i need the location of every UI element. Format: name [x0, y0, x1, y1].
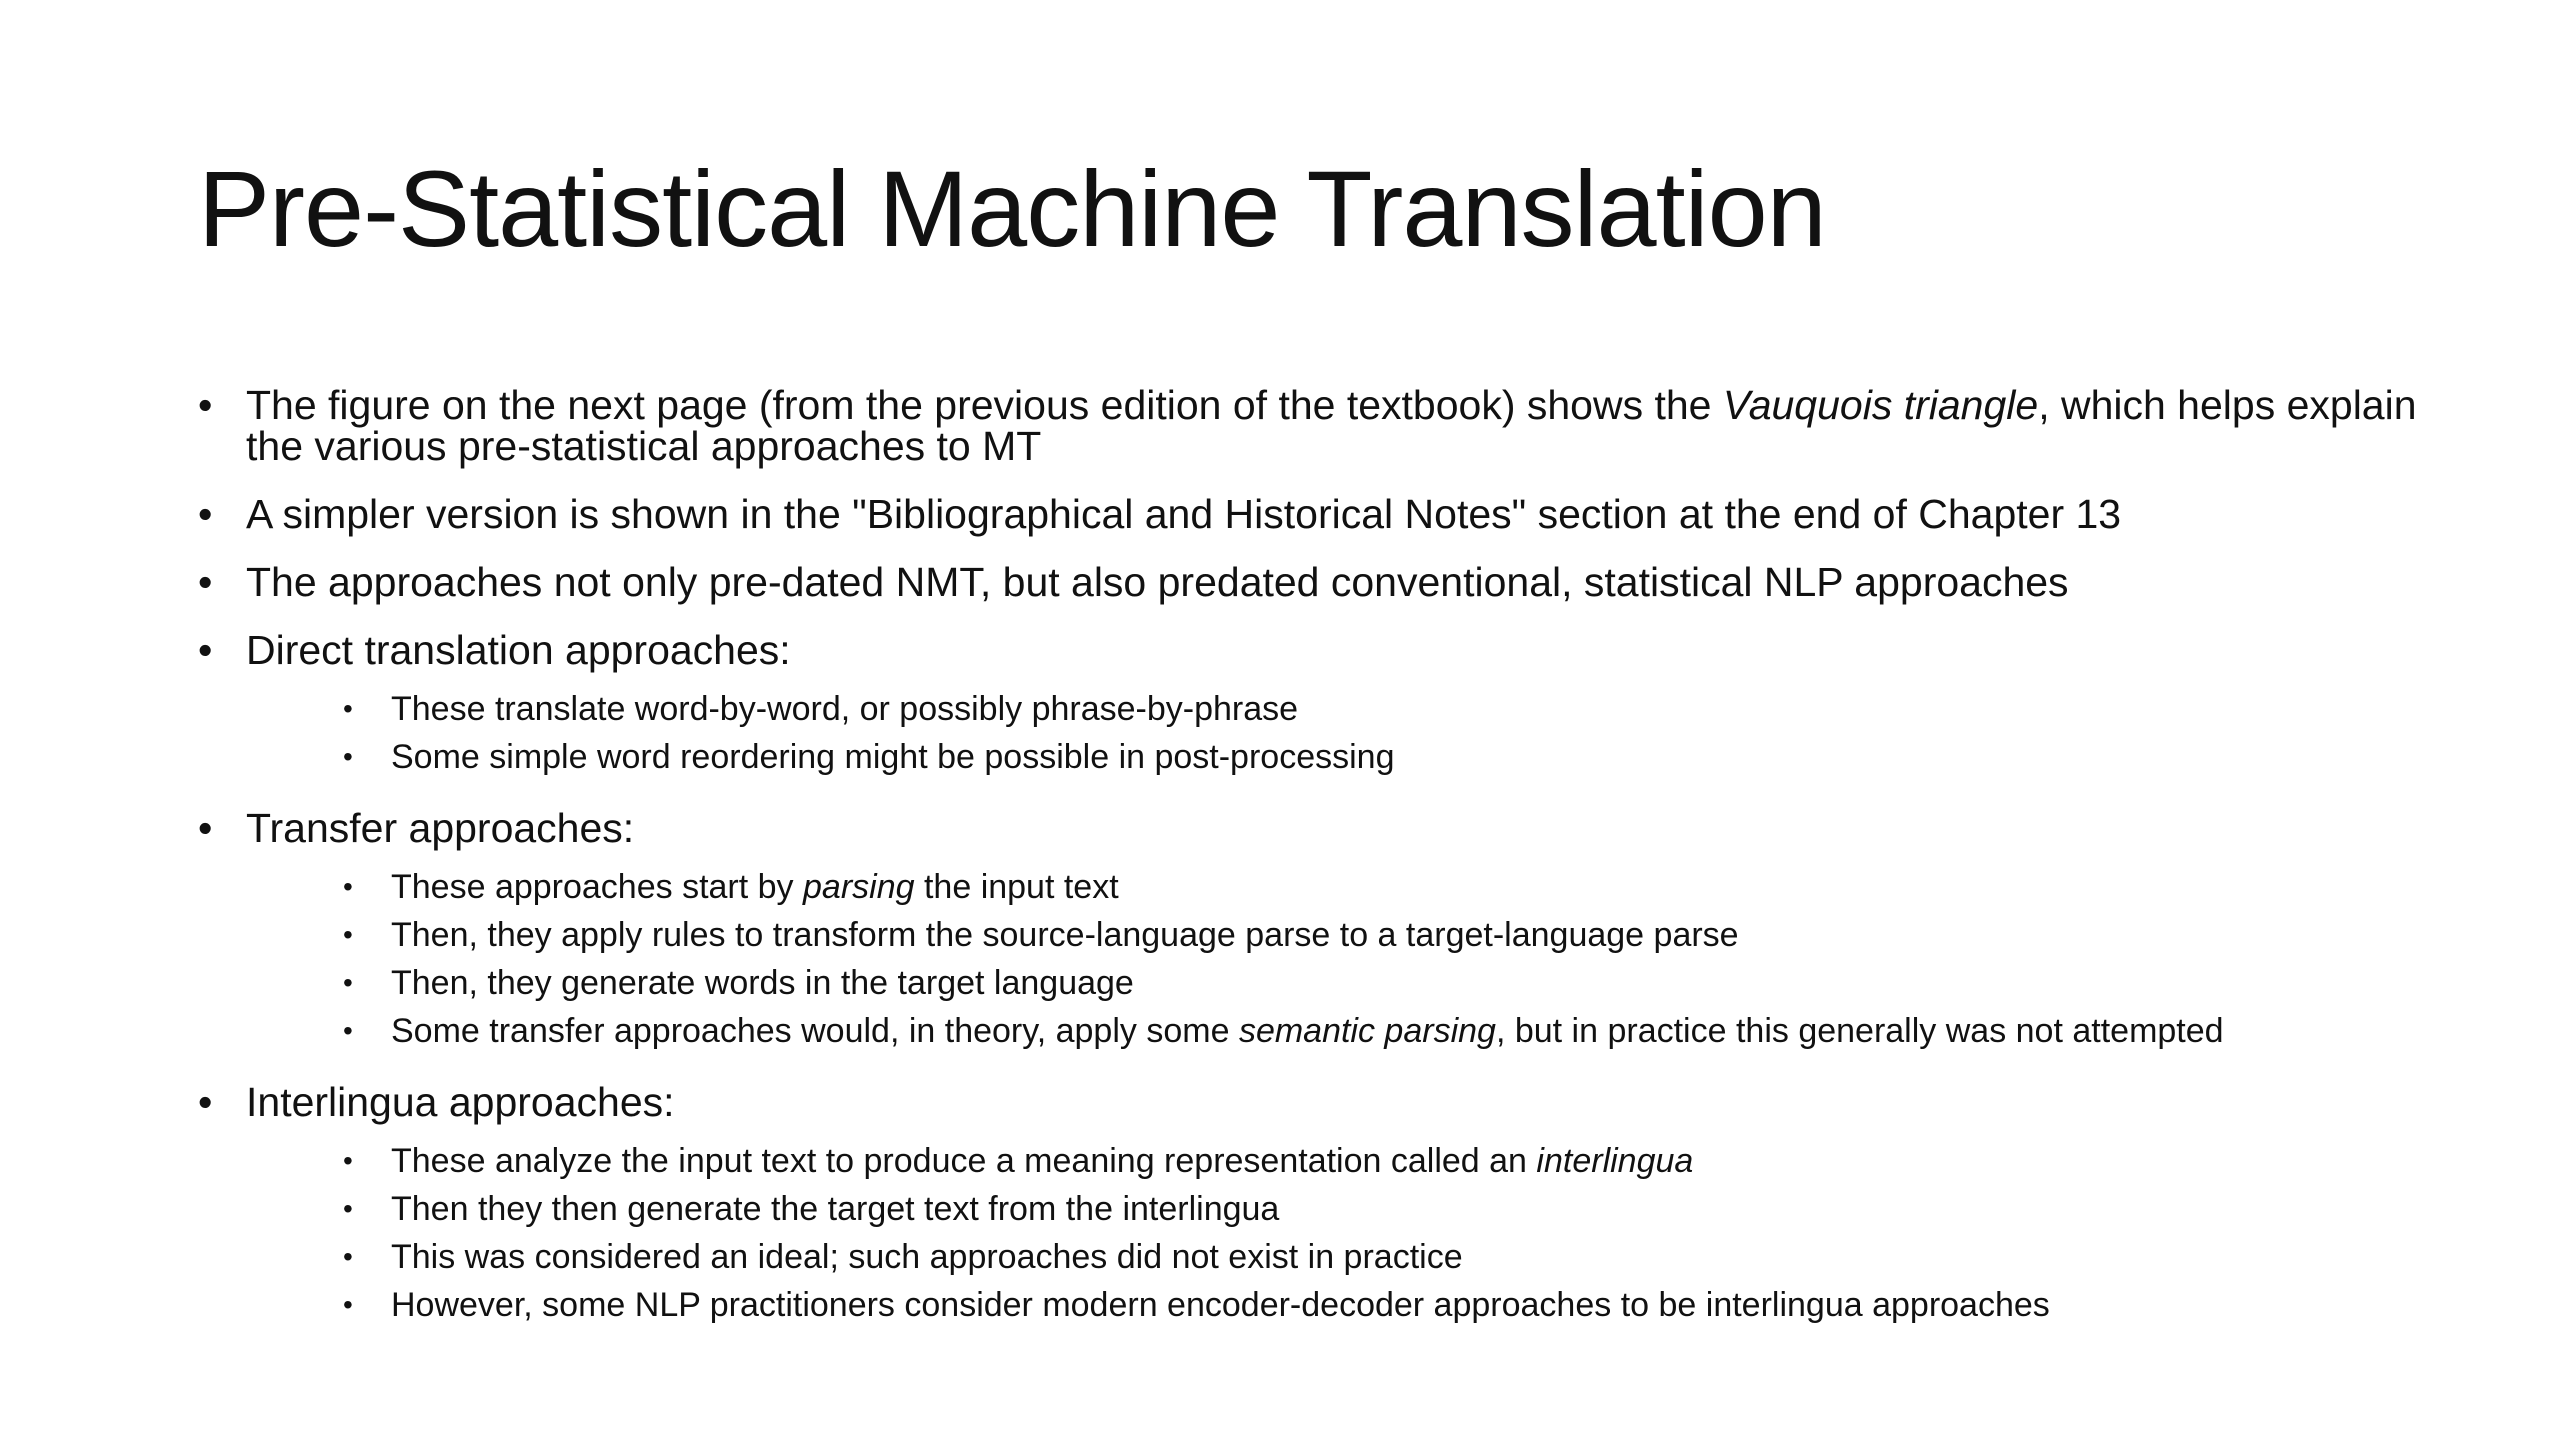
sub-bullet — [343, 863, 2458, 911]
sub-bullet-text: Then, they generate words in the target language — [391, 964, 1134, 1002]
bullet-simpler-version — [198, 491, 2458, 537]
bullet-predated — [198, 559, 2458, 605]
bullet-text: The figure on the next page (from the previous edition of the textbook) shows the — [246, 382, 1723, 428]
bullet-text: Interlingua approaches: — [246, 1079, 675, 1125]
sub-list — [246, 863, 2458, 1055]
sub-bullet-text: These analyze the input text to produce a meaning representation called an — [391, 1142, 1537, 1180]
bullet-text: , which helps explain the various pre-statistical approaches to MT — [246, 382, 2417, 469]
sub-bullet — [343, 959, 2458, 1007]
sub-bullet-emphasis: semantic parsing — [1238, 1012, 1496, 1050]
bullet-text: A simpler version is shown in the "Bibliographical and Historical Notes" section at the end of Chapter 13 — [246, 491, 2122, 537]
sub-bullet — [343, 1137, 2458, 1185]
bullet-text: Transfer approaches: — [246, 805, 635, 851]
slide-title: Pre-Statistical Machine Translation — [198, 148, 1826, 269]
bullet-text: The approaches not only pre-dated NMT, but also predated conventional, statistical NLP approaches — [246, 559, 2069, 605]
slide-content — [198, 382, 2458, 1356]
sub-bullet — [343, 1233, 2458, 1281]
sub-bullet — [343, 1281, 2458, 1329]
bullet-vauquois — [198, 382, 2458, 469]
sub-bullet — [343, 733, 2458, 781]
sub-bullet — [343, 911, 2458, 959]
sub-bullet-text: These translate word-by-word, or possibly phrase-by-phrase — [391, 690, 1299, 728]
sub-bullet — [343, 1185, 2458, 1233]
sub-bullet-text: Then they then generate the target text from the interlingua — [391, 1190, 1280, 1228]
sub-bullet — [343, 1007, 2458, 1055]
bullet-emphasis: Vauquois triangle — [1722, 382, 2039, 428]
bullet-text: Direct translation approaches: — [246, 627, 791, 673]
bullet-transfer — [198, 805, 2458, 1055]
sub-bullet-text: These approaches start by — [391, 868, 804, 906]
sub-bullet-text: the input text — [914, 868, 1119, 906]
bullet-interlingua — [198, 1079, 2458, 1329]
sub-bullet-text: Some transfer approaches would, in theory, apply some — [391, 1012, 1239, 1050]
sub-list — [246, 685, 2458, 781]
bullet-direct-translation — [198, 627, 2458, 781]
sub-bullet-text: However, some NLP practitioners consider modern encoder-decoder approaches to be interlingua approaches — [391, 1286, 2050, 1324]
sub-bullet-emphasis: parsing — [803, 868, 915, 906]
sub-bullet-text: Some simple word reordering might be possible in post-processing — [391, 738, 1395, 776]
sub-bullet — [343, 685, 2458, 733]
sub-bullet-text: , but in practice this generally was not attempted — [1495, 1012, 2224, 1050]
sub-list — [246, 1137, 2458, 1329]
sub-bullet-emphasis: interlingua — [1536, 1142, 1694, 1180]
sub-bullet-text: This was considered an ideal; such approaches did not exist in practice — [391, 1238, 1463, 1276]
sub-bullet-text: Then, they apply rules to transform the source-language parse to a target-language parse — [391, 916, 1739, 954]
